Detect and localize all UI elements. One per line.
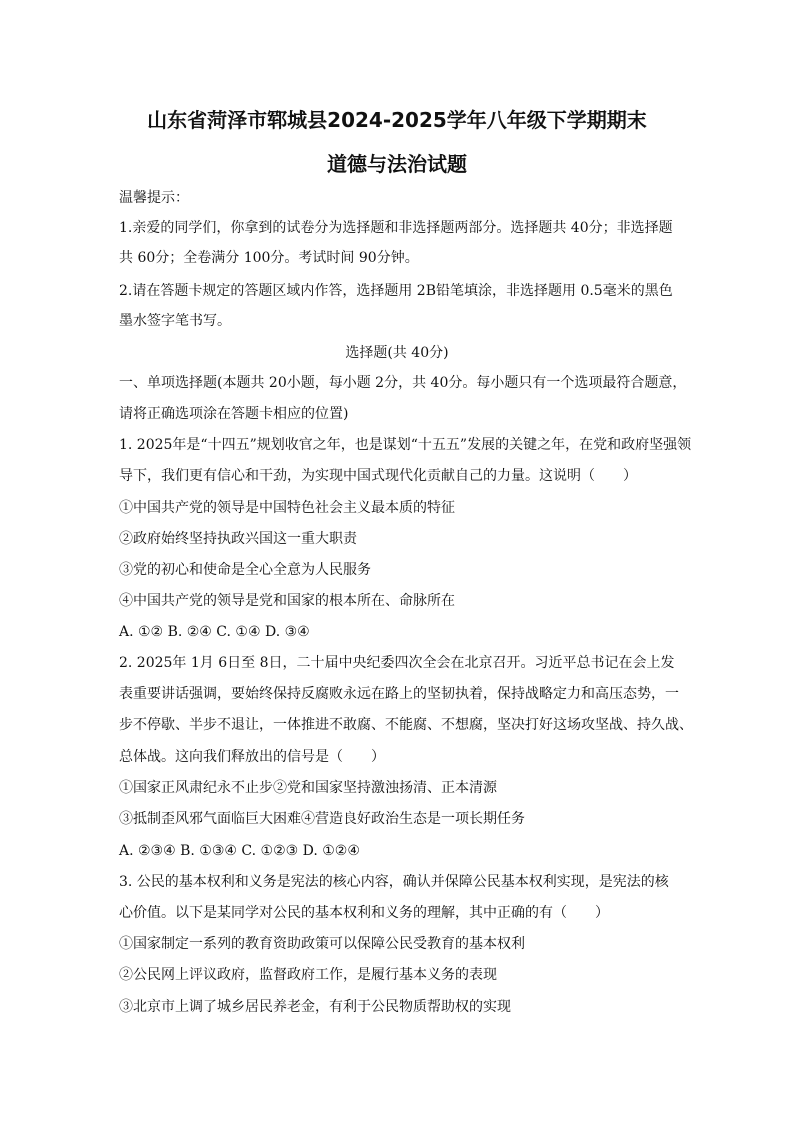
tip-1-line-1: 1.亲爱的同学们，你拿到的试卷分为选择题和非选择题两部分。选择题共 40分；非选择题 <box>119 220 673 236</box>
tip-1-line-2: 共 60分；全卷满分 100分。考试时间 90分钟。 <box>119 250 419 266</box>
question-2-line-1: 2. 2025年 1月 6日至 8日，二十届中央纪委四次全会在北京召开。习近平总书记在会上发 <box>119 655 675 671</box>
part-instructions-line-2: 请将正确选项涂在答题卡相应的位置) <box>119 406 349 422</box>
question-3-option-1: ①国家制定一系列的教育资助政策可以保障公民受教育的基本权利 <box>119 936 525 952</box>
question-3-option-2: ②公民网上评议政府，监督政府工作，是履行基本义务的表现 <box>119 967 497 983</box>
question-1-option-2: ②政府始终坚持执政兴国这一重大职责 <box>119 531 357 547</box>
question-1-option-3: ③党的初心和使命是全心全意为人民服务 <box>119 562 371 578</box>
part-instructions-line-1: 一、单项选择题(本题共 20小题，每小题 2分，共 40分。每小题只有一个选项最符合题意， <box>119 375 687 391</box>
question-3-option-3: ③北京市上调了城乡居民养老金，有利于公民物质帮助权的实现 <box>119 999 511 1015</box>
question-2-line-3: 步不停歇、半步不退让，一体推进不敢腐、不能腐、不想腐，坚决打好这场攻坚战、持久战、 <box>119 717 693 733</box>
exam-title: 山东省菏泽市郓城县2024-2025学年八年级下学期期末 <box>147 108 647 132</box>
question-1-line-1: 1. 2025年是“十四五”规划收官之年，也是谋划“十五五”发展的关键之年，在党和政府坚强领 <box>119 437 692 453</box>
question-1-answers: A. ①② B. ②④ C. ①④ D. ③④ <box>119 624 310 640</box>
question-2-options-1-2: ①国家正风肃纪永不止步②党和国家坚持激浊扬清、正本清源 <box>119 780 497 796</box>
tip-2-line-2: 墨水签字笔书写。 <box>119 313 231 329</box>
tip-2-line-1: 2.请在答题卡规定的答题区域内作答，选择题用 2B铅笔填涂，非选择题用 0.5毫米的黑色 <box>119 283 673 299</box>
question-2-line-4: 总体战。这向我们释放出的信号是（ ） <box>119 749 385 765</box>
question-1-line-2: 导下，我们更有信心和干劲，为实现中国式现代化贡献自己的力量。这说明（ ） <box>119 468 637 484</box>
tips-heading: 温馨提示： <box>119 190 189 206</box>
question-1-option-4: ④中国共产党的领导是党和国家的根本所在、命脉所在 <box>119 593 455 609</box>
question-3-line-1: 3. 公民的基本权利和义务是宪法的核心内容，确认并保障公民基本权利实现，是宪法的核 <box>119 874 669 890</box>
question-2-options-3-4: ③抵制歪风邪气面临巨大困难④营造良好政治生态是一项长期任务 <box>119 811 525 827</box>
exam-subject-title: 道德与法治试题 <box>327 152 467 176</box>
question-2-line-2: 表重要讲话强调，要始终保持反腐败永远在路上的坚韧执着，保持战略定力和高压态势，一 <box>119 686 679 702</box>
question-1-option-1: ①中国共产党的领导是中国特色社会主义最本质的特征 <box>119 500 455 516</box>
question-3-line-2: 心价值。以下是某同学对公民的基本权利和义务的理解，其中正确的有（ ） <box>119 905 609 921</box>
question-2-answers: A. ②③④ B. ①③④ C. ①②③ D. ①②④ <box>119 843 360 859</box>
section-title: 选择题(共 40分) <box>345 345 449 361</box>
